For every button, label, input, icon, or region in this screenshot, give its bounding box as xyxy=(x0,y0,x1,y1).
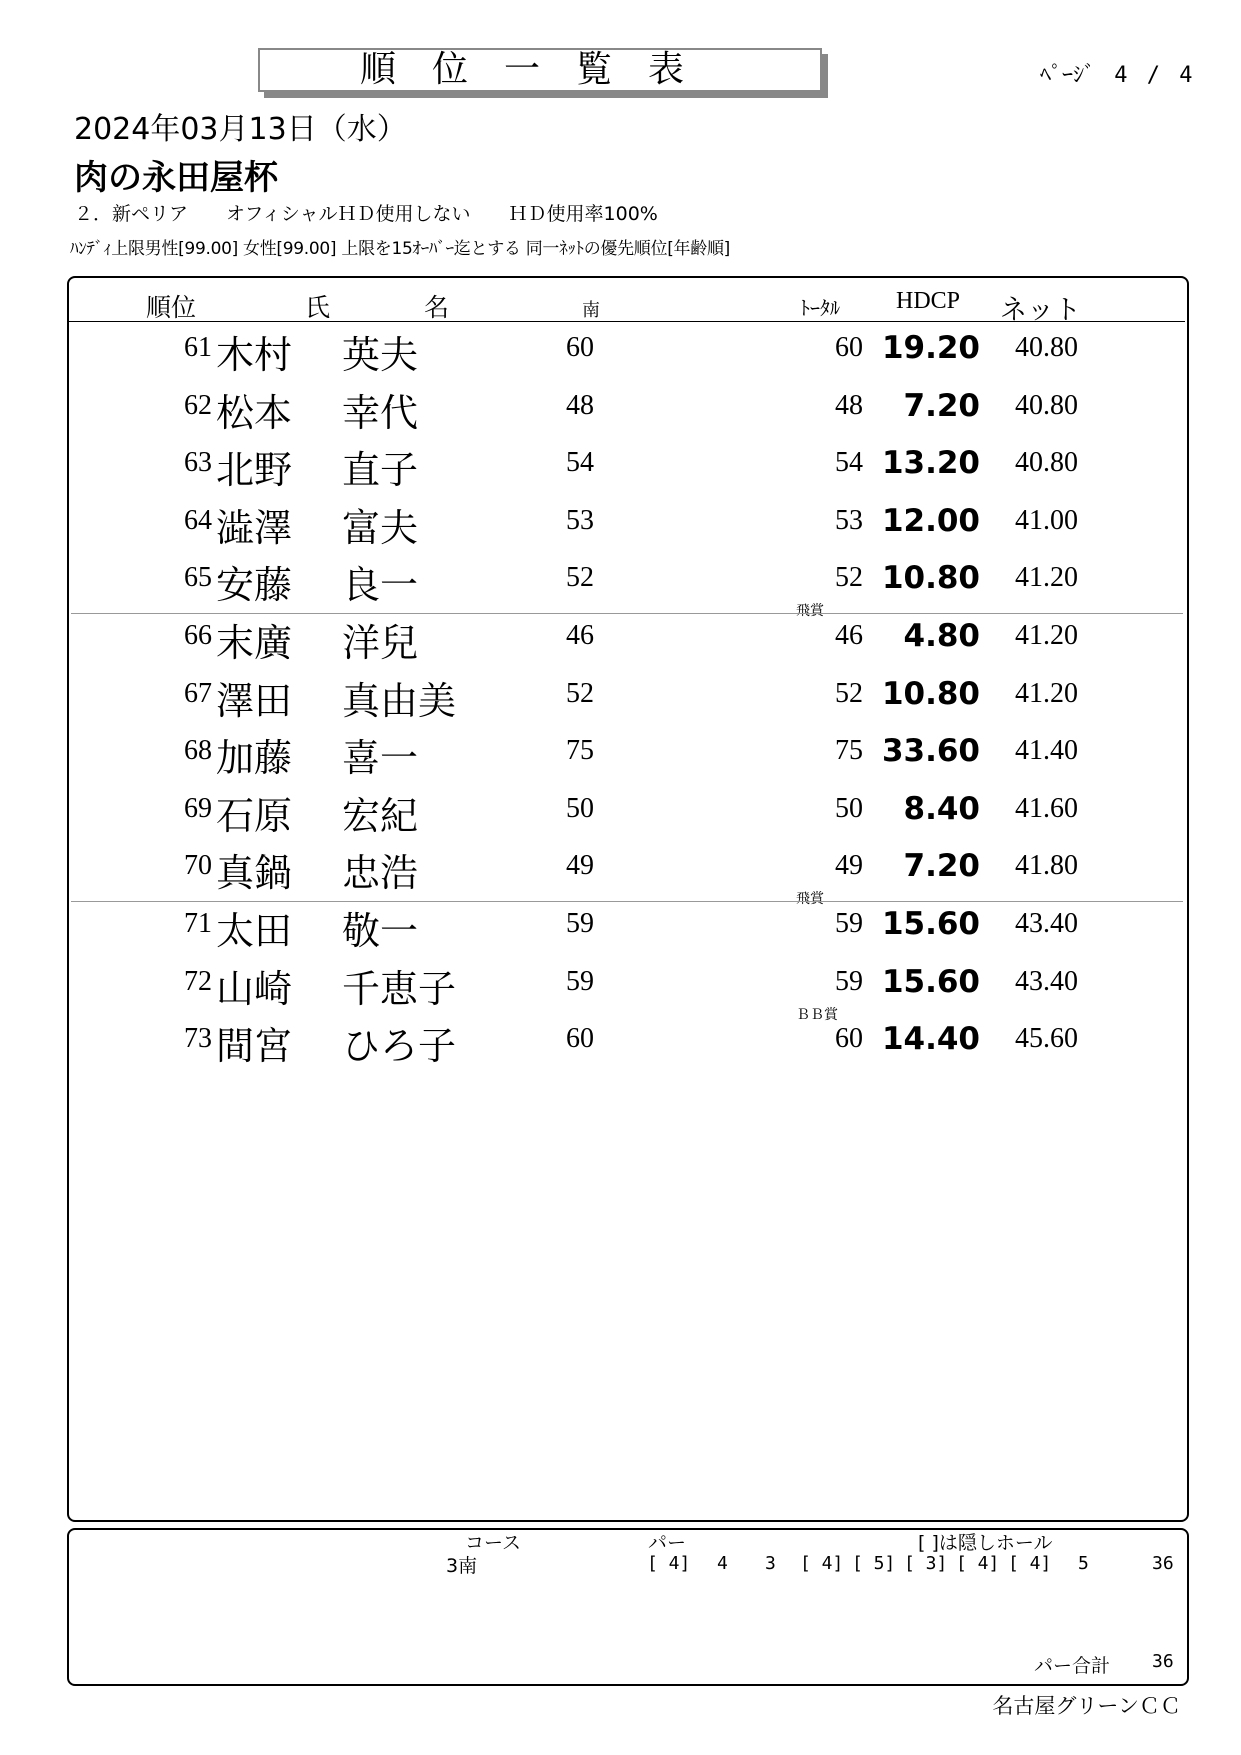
name-sei-cell: 石原 xyxy=(216,793,293,838)
total-score-cell: 60 xyxy=(835,332,863,363)
club-name: 名古屋グリーンＣＣ xyxy=(992,1694,1181,1718)
name-mei-cell: 英夫 xyxy=(342,333,419,377)
hdcp-cell: 10.80 xyxy=(881,560,980,597)
award-label: ＢＢ賞 xyxy=(796,1006,838,1023)
hole-par: [ 3] xyxy=(904,1553,948,1574)
net-score-cell: 41.60 xyxy=(1015,792,1078,824)
hdcp-cell: 10.80 xyxy=(881,675,980,712)
course-score-cell: 59 xyxy=(566,965,594,997)
net-score-cell: 41.00 xyxy=(1015,504,1078,536)
name-sei-cell: 澤田 xyxy=(216,678,293,723)
par-label: パー xyxy=(648,1532,687,1554)
total-score-cell: 60 xyxy=(835,1023,863,1055)
name-mei-cell: 洋兒 xyxy=(342,621,419,665)
column-header-rank: 順位 xyxy=(146,295,197,322)
hdcp-cell: 15.60 xyxy=(881,963,980,1000)
name-mei-cell: 真由美 xyxy=(342,678,457,723)
page-current: 4 xyxy=(1114,63,1128,88)
event-name: 肉の永田屋杯 xyxy=(74,158,278,198)
name-sei-cell: 安藤 xyxy=(216,563,293,608)
rule-line-2: ﾊﾝﾃﾞｨ上限男性[99.00] 女性[99.00] 上限を15ｵｰﾊﾞｰ迄とする 同一ﾈｯﾄの優先順位[年齢順] xyxy=(70,239,730,259)
total-score-cell: 59 xyxy=(835,908,863,939)
rank-cell: 72 xyxy=(184,965,212,997)
name-mei-cell: 千恵子 xyxy=(342,966,457,1011)
rank-cell: 61 xyxy=(184,332,212,363)
course-score-cell: 59 xyxy=(566,908,594,939)
course-par-total: 36 xyxy=(1152,1553,1174,1574)
page-label: ﾍﾟｰｼﾞ xyxy=(1040,63,1096,88)
rank-cell: 68 xyxy=(184,735,212,767)
name-mei-cell: 富夫 xyxy=(342,505,419,550)
net-score-cell: 43.40 xyxy=(1015,965,1078,997)
course-score-cell: 48 xyxy=(566,389,594,421)
page-separator: / xyxy=(1146,63,1161,88)
course-score-cell: 60 xyxy=(566,1023,594,1055)
name-sei-cell: 末廣 xyxy=(216,621,293,665)
rank-cell: 67 xyxy=(184,677,212,709)
name-mei-cell: 良一 xyxy=(342,563,419,608)
total-score-cell: 48 xyxy=(835,389,863,421)
course-score-cell: 46 xyxy=(566,620,594,651)
net-score-cell: 43.40 xyxy=(1015,908,1078,939)
name-sei-cell: 北野 xyxy=(216,448,293,493)
hdcp-cell: 7.20 xyxy=(903,387,980,424)
name-mei-cell: ひろ子 xyxy=(342,1024,457,1069)
course-score-cell: 75 xyxy=(566,735,594,767)
page-title: 順位一覧表 xyxy=(359,49,720,90)
hole-par: [ 4] xyxy=(800,1553,844,1574)
net-score-cell: 40.80 xyxy=(1015,332,1078,363)
total-score-cell: 50 xyxy=(835,792,863,824)
course-score-cell: 60 xyxy=(566,332,594,363)
award-label: 飛賞 xyxy=(796,891,824,908)
rank-cell: 64 xyxy=(184,504,212,536)
net-score-cell: 41.20 xyxy=(1015,620,1078,651)
hdcp-cell: 4.80 xyxy=(903,618,980,654)
hole-par: [ 4] xyxy=(647,1553,691,1574)
course-score-cell: 50 xyxy=(566,792,594,824)
total-score-cell: 46 xyxy=(835,620,863,651)
net-score-cell: 41.80 xyxy=(1015,850,1078,882)
hdcp-cell: 19.20 xyxy=(881,330,980,366)
column-header-mei: 名 xyxy=(424,295,450,322)
name-sei-cell: 山崎 xyxy=(216,966,293,1011)
column-header-course: 南 xyxy=(582,300,600,320)
rank-cell: 69 xyxy=(184,792,212,824)
net-score-cell: 41.20 xyxy=(1015,562,1078,594)
hidden-hole-note: [ ]は隠しホール xyxy=(918,1532,1053,1554)
hole-par: 5 xyxy=(1078,1553,1089,1574)
name-sei-cell: 太田 xyxy=(216,909,293,953)
total-score-cell: 54 xyxy=(835,447,863,479)
hdcp-cell: 13.20 xyxy=(881,445,980,482)
par-sum-label: パー合計 xyxy=(1034,1655,1111,1677)
page-indicator xyxy=(1040,58,1193,89)
total-score-cell: 75 xyxy=(835,735,863,767)
column-header-sei: 氏 xyxy=(305,295,331,322)
rank-cell: 62 xyxy=(184,389,212,421)
hole-par: [ 4] xyxy=(1008,1553,1052,1574)
course-score-cell: 54 xyxy=(566,447,594,479)
net-score-cell: 41.20 xyxy=(1015,677,1078,709)
total-score-cell: 53 xyxy=(835,504,863,536)
net-score-cell: 45.60 xyxy=(1015,1023,1078,1055)
net-score-cell: 40.80 xyxy=(1015,447,1078,479)
hdcp-cell: 7.20 xyxy=(903,848,980,885)
name-mei-cell: 直子 xyxy=(342,448,419,493)
name-mei-cell: 忠浩 xyxy=(342,851,419,896)
hdcp-cell: 15.60 xyxy=(881,906,980,942)
name-sei-cell: 松本 xyxy=(216,390,293,435)
column-header-net: ネット xyxy=(1000,295,1081,325)
hole-par: 3 xyxy=(765,1553,776,1574)
column-header-total: ﾄｰﾀﾙ xyxy=(800,298,840,320)
column-header-hdcp: HDCP xyxy=(896,288,961,314)
name-sei-cell: 澁澤 xyxy=(216,505,293,550)
rank-cell: 70 xyxy=(184,850,212,882)
name-mei-cell: 喜一 xyxy=(342,736,419,781)
hdcp-cell: 33.60 xyxy=(881,733,980,770)
name-sei-cell: 木村 xyxy=(216,333,293,377)
course-label: コース xyxy=(465,1532,522,1554)
event-date: 2024年03月13日（水） xyxy=(74,112,407,147)
total-score-cell: 52 xyxy=(835,562,863,594)
hdcp-cell: 12.00 xyxy=(881,502,980,539)
rank-cell: 73 xyxy=(184,1023,212,1055)
rank-cell: 65 xyxy=(184,562,212,594)
hole-par: [ 5] xyxy=(852,1553,896,1574)
rule-line-1: ２．新ペリア オフィシャルＨＤ使用しない ＨＤ使用率100% xyxy=(74,203,658,225)
course-score-cell: 53 xyxy=(566,504,594,536)
course-score-cell: 52 xyxy=(566,562,594,594)
rank-cell: 71 xyxy=(184,908,212,939)
net-score-cell: 41.40 xyxy=(1015,735,1078,767)
hole-par: 4 xyxy=(717,1553,728,1574)
hole-par: [ 4] xyxy=(956,1553,1000,1574)
hdcp-cell: 8.40 xyxy=(903,790,980,827)
course-score-cell: 49 xyxy=(566,850,594,882)
name-sei-cell: 加藤 xyxy=(216,736,293,781)
hdcp-cell: 14.40 xyxy=(881,1021,980,1058)
total-score-cell: 59 xyxy=(835,965,863,997)
name-mei-cell: 敬一 xyxy=(342,909,419,953)
rank-cell: 63 xyxy=(184,447,212,479)
rank-cell: 66 xyxy=(184,620,212,651)
course-name: 3南 xyxy=(446,1555,478,1577)
name-sei-cell: 間宮 xyxy=(216,1024,293,1069)
award-label: 飛賞 xyxy=(796,603,824,620)
total-score-cell: 52 xyxy=(835,677,863,709)
name-sei-cell: 真鍋 xyxy=(216,851,293,896)
par-sum-value: 36 xyxy=(1152,1651,1174,1672)
total-score-cell: 49 xyxy=(835,850,863,882)
net-score-cell: 40.80 xyxy=(1015,389,1078,421)
name-mei-cell: 幸代 xyxy=(342,390,419,435)
page-total: 4 xyxy=(1179,63,1193,88)
course-score-cell: 52 xyxy=(566,677,594,709)
name-mei-cell: 宏紀 xyxy=(342,793,419,838)
